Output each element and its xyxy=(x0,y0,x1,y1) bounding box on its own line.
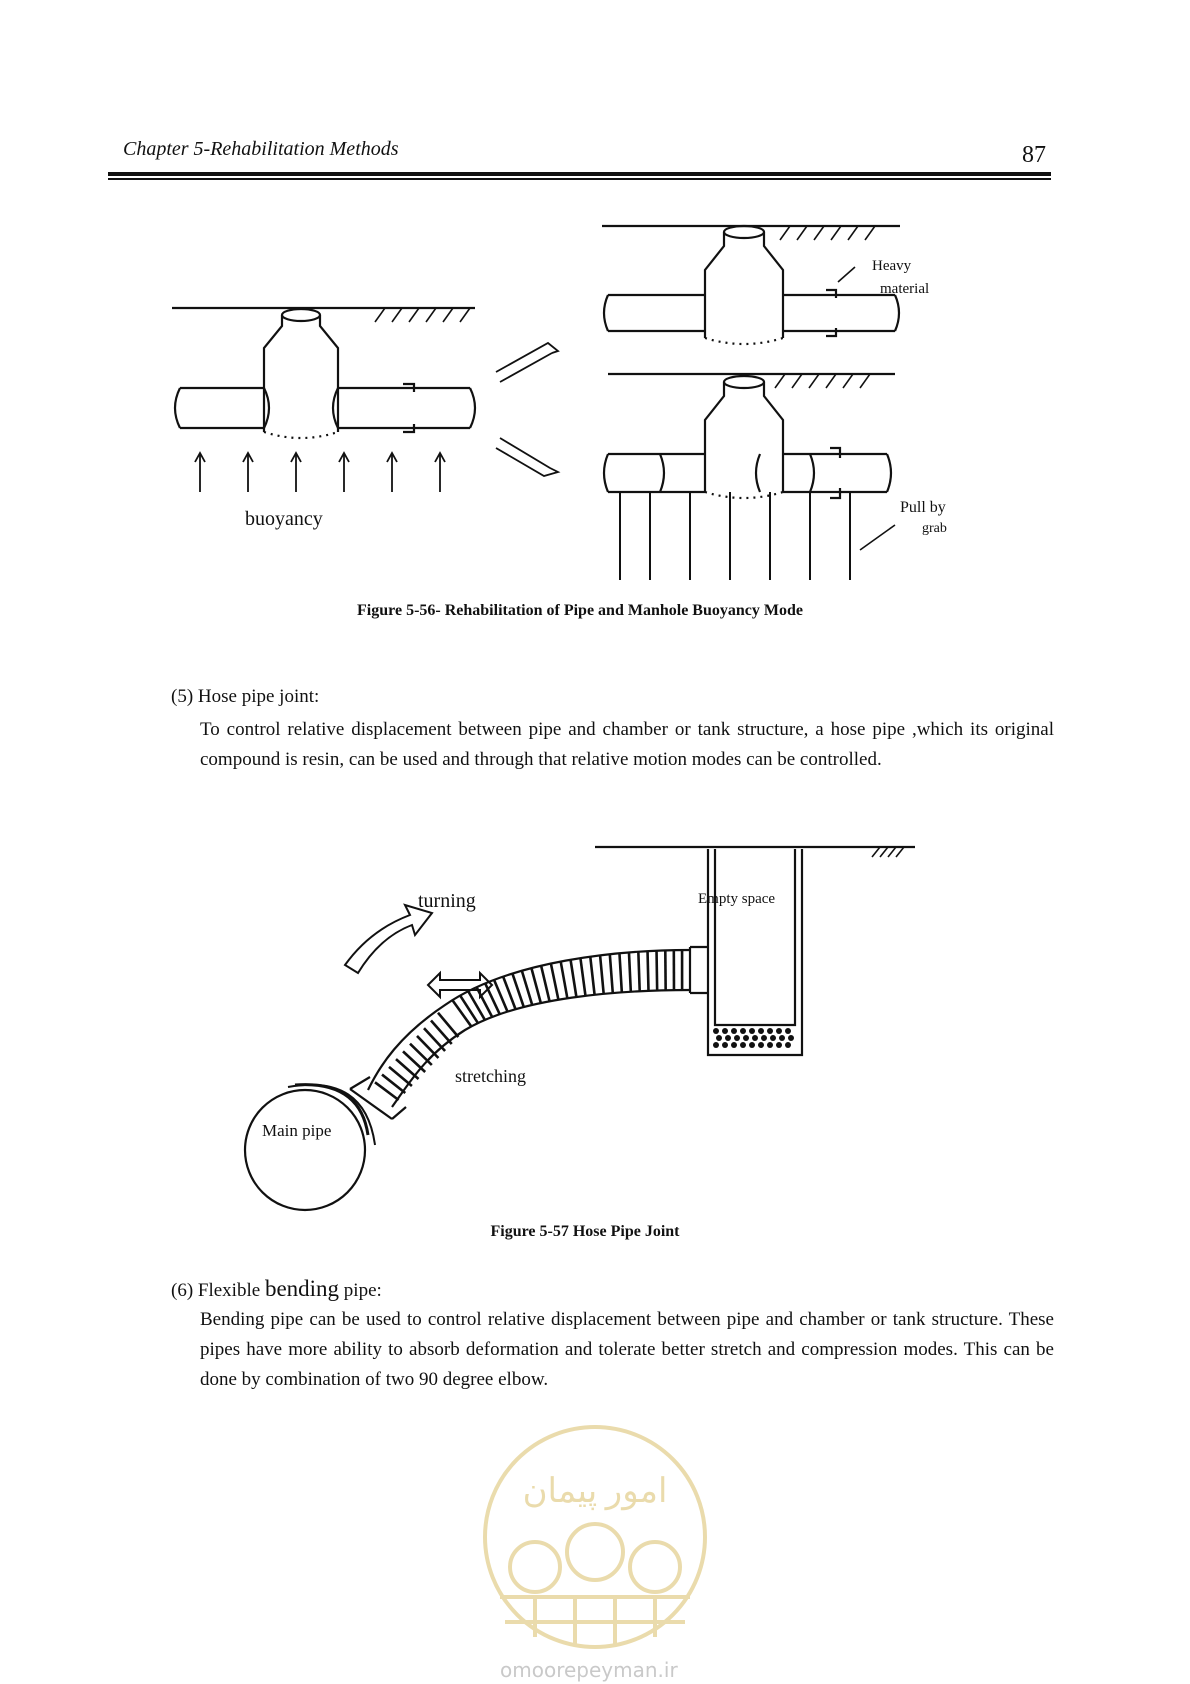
figure-5-56-caption: Figure 5-56- Rehabilitation of Pipe and Manhole Buoyancy Mode xyxy=(357,602,803,619)
gravel-stone xyxy=(716,1035,722,1041)
hose-corrugation-ring xyxy=(531,968,540,1003)
pull-by-grab-mode xyxy=(604,374,895,580)
section-6-heading-suffix: pipe: xyxy=(339,1280,382,1301)
gravel-stone xyxy=(761,1035,767,1041)
logo-lettering: امور پیمان xyxy=(522,1473,668,1510)
ground-surface xyxy=(595,847,915,857)
label-buoyancy: buoyancy xyxy=(245,508,323,530)
gravel-stone xyxy=(767,1028,773,1034)
hose-corrugation-ring xyxy=(590,957,594,995)
page-number: 87 xyxy=(1022,142,1046,168)
section-5-body: To control relative displacement between pipe and chamber or tank structure, a hose pipe ,which its original compound is resin, can be used and through that relative motion modes can be controlled. xyxy=(200,719,1054,770)
label-stretching: stretching xyxy=(455,1066,526,1086)
gravel-stone xyxy=(788,1035,794,1041)
gravel-stone xyxy=(731,1028,737,1034)
hose-corrugation-ring xyxy=(600,955,604,993)
hose-corrugation-ring xyxy=(629,952,631,991)
gravel-stone xyxy=(734,1035,740,1041)
gravel-stone xyxy=(740,1028,746,1034)
hose-corrugation-ring xyxy=(541,966,549,1002)
gravel-stone xyxy=(725,1035,731,1041)
hose-corrugation-ring xyxy=(571,960,577,997)
label-material: material xyxy=(880,281,930,297)
gravel-stone xyxy=(740,1042,746,1048)
hose-corrugation-ring xyxy=(561,962,568,999)
gravel-stone xyxy=(785,1028,791,1034)
manhole-buoyancy-left xyxy=(172,308,475,492)
gravel-stone xyxy=(722,1028,728,1034)
hose-corrugation-ring xyxy=(460,996,478,1024)
hose-corrugation-ring xyxy=(551,964,559,1000)
label-pull-by: Pull by xyxy=(900,499,946,516)
gravel-stone xyxy=(767,1042,773,1048)
main-pipe xyxy=(245,1085,375,1210)
gravel-stone xyxy=(752,1035,758,1041)
gravel-stone xyxy=(731,1042,737,1048)
hose-corrugation-ring xyxy=(638,952,639,991)
hose-corrugation-ring xyxy=(580,958,585,996)
hose-corrugation-ring xyxy=(648,951,649,991)
label-turning: turning xyxy=(418,890,476,912)
section-6-body: Bending pipe can be used to control relative displacement between pipe and chamber or tank structure. These pipes have more ability to absorb deformation and tolerate better stretch and compression modes. This can be done by combination of two 90 degree elbow. xyxy=(200,1309,1054,1390)
turning-arrow xyxy=(345,905,432,973)
label-empty-space: Empty space xyxy=(698,891,776,907)
heavy-material-mode xyxy=(602,226,900,344)
watermark-site: omoorepeyman.ir xyxy=(500,1658,678,1682)
hose-corrugation-ring xyxy=(522,971,532,1005)
gravel-stone xyxy=(776,1028,782,1034)
figure-5-56-drawing xyxy=(160,210,947,590)
section-5-heading: (5) Hose pipe joint: xyxy=(171,686,320,707)
header-rule-thick xyxy=(108,172,1051,176)
chamber-tank xyxy=(690,849,802,1055)
chapter-title: Chapter 5-Rehabilitation Methods xyxy=(123,138,399,160)
direction-arrows xyxy=(496,343,558,476)
section-6-heading-emphasis: bending xyxy=(264,1276,340,1301)
section-6-heading-prefix: (6) Flexible xyxy=(171,1280,265,1301)
hose-corrugation-ring xyxy=(657,951,658,991)
label-main-pipe: Main pipe xyxy=(262,1121,332,1140)
section-6-heading xyxy=(171,1276,382,1302)
gravel-stone xyxy=(743,1035,749,1041)
omoorepeyman-logo xyxy=(480,1422,710,1652)
gravel-stone xyxy=(722,1042,728,1048)
gravel-stone xyxy=(713,1042,719,1048)
label-heavy: Heavy xyxy=(872,258,912,274)
gravel-stone xyxy=(758,1028,764,1034)
hose-corrugation-ring xyxy=(610,954,613,993)
label-grab: grab xyxy=(922,521,947,536)
gravel-stone xyxy=(779,1035,785,1041)
gravel-stone xyxy=(776,1042,782,1048)
figure-5-57-drawing xyxy=(240,835,940,1215)
gravel-stone xyxy=(749,1042,755,1048)
header-rule-thin xyxy=(108,178,1051,180)
gravel-stone xyxy=(749,1028,755,1034)
gravel-stone xyxy=(713,1028,719,1034)
gravel-stone xyxy=(785,1042,791,1048)
hose-corrugation-ring xyxy=(619,953,621,992)
figure-5-57-caption: Figure 5-57 Hose Pipe Joint xyxy=(490,1223,680,1240)
gravel-stone xyxy=(758,1042,764,1048)
hose-pipe xyxy=(350,950,690,1119)
gravel-stone xyxy=(770,1035,776,1041)
hose-corrugation-ring xyxy=(452,1000,471,1026)
